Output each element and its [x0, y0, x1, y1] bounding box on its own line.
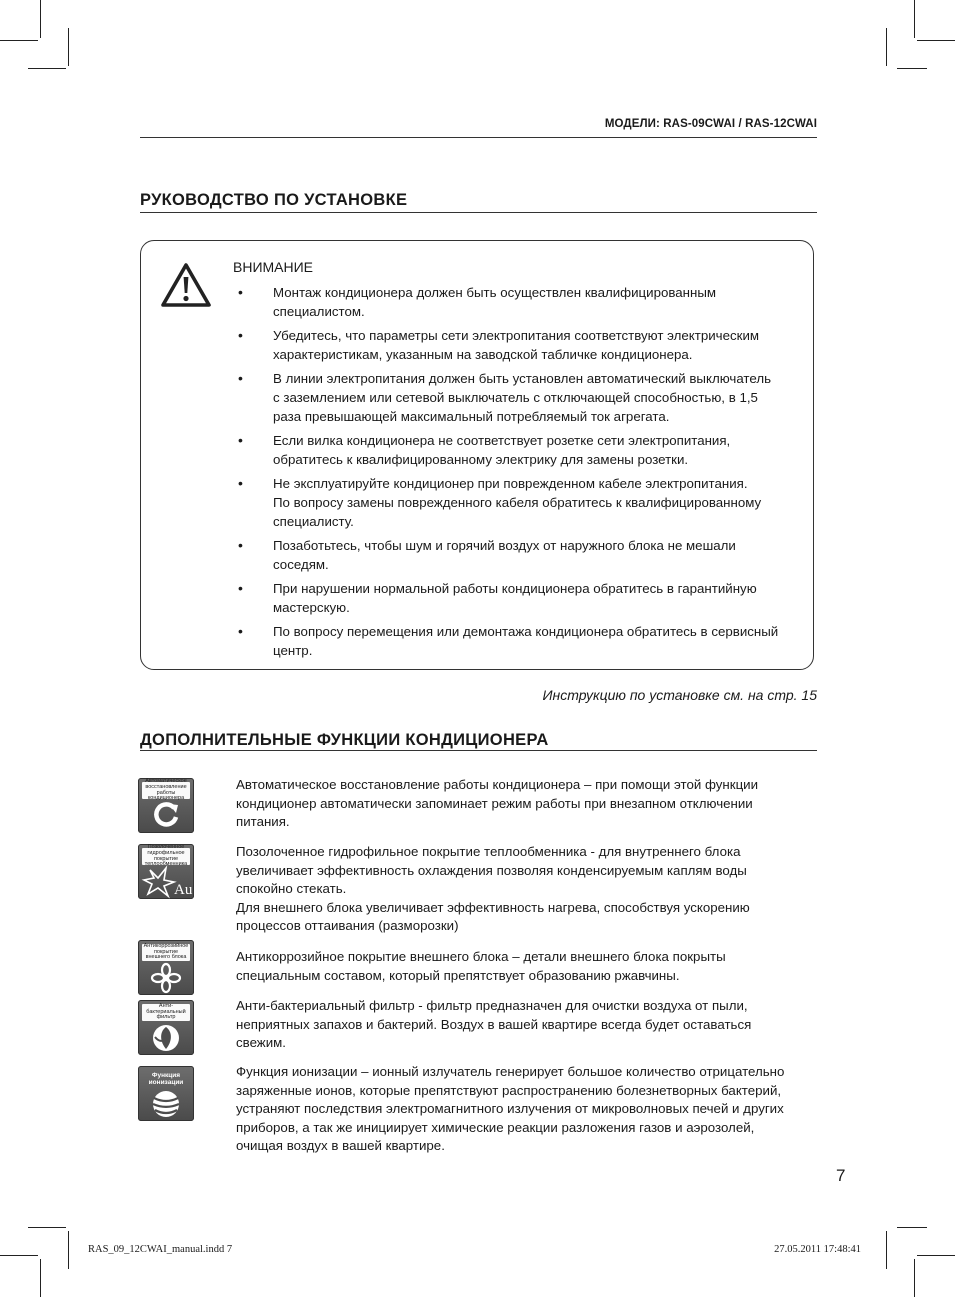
feature-text: Функция ионизации – ионный излучатель генерирует большое количество отрицательно заряженные ионов, которые препятствуют распространению болезнетворных бактерий, устраняют последствия электромагнитного излучения от микроволновых печей и других приборов, а так же инициирует химические реакции разложения газов и аэрозолей, очищая воздух в вашей квартире.: [236, 1064, 785, 1153]
icon-caption: Антикоррозийное покрытие внешнего блока: [143, 943, 189, 961]
warning-item: • В линии электропитания должен быть установлен автоматический выключатель с заземлением или сетевой выключатель с отключающей способностью, в 1,5 раза превышающей максимальный потребляемый ток агрегата.: [233, 369, 795, 426]
anticorrosion-icon: [138, 940, 194, 995]
icon-caption: Позолоченное гидрофильное покрытие теплообменника: [142, 848, 190, 865]
install-section-divider: [140, 212, 817, 213]
feature-text: Антикоррозийное покрытие внешнего блока – детали внешнего блока покрыты специальным составом, который препятствует образованию ржавчины.: [236, 949, 726, 983]
features-section-title: ДОПОЛНИТЕЛЬНЫЕ ФУНКЦИИ КОНДИЦИОНЕРА: [140, 731, 549, 749]
warning-list: [233, 283, 795, 665]
crop-mark: [40, 1259, 41, 1297]
icon-caption: Функция ионизации: [148, 1071, 184, 1086]
crop-mark: [28, 68, 66, 69]
warning-item: • Позаботьтесь, чтобы шум и горячий воздух от наружного блока не мешали соседям.: [233, 536, 795, 574]
warning-triangle-icon: [160, 262, 212, 308]
icon-caption: Анти-бактериальный фильтр: [142, 1004, 190, 1021]
model-header: МОДЕЛИ: RAS-09CWAI / RAS-12CWAI: [604, 118, 817, 130]
crop-mark: [886, 28, 887, 66]
footer-timestamp: 27.05.2011 17:48:41: [774, 1244, 861, 1255]
icon-caption: Автоматическое восстановление работы кондиционера: [142, 782, 190, 799]
features-section-divider: [140, 750, 817, 751]
warning-item: • При нарушении нормальной работы кондиционера обратитесь в гарантийную мастерскую.: [233, 579, 795, 617]
warning-heading: ВНИМАНИЕ: [233, 259, 314, 275]
ionizer-icon: [138, 1066, 194, 1121]
crop-mark: [917, 40, 955, 41]
auto-restart-icon: [138, 778, 194, 833]
warning-item: • Не эксплуатируйте кондиционер при поврежденном кабеле электропитания. По вопросу замены поврежденного кабеля обратитесь к квалифицированному специалисту.: [233, 474, 795, 531]
install-section-title: РУКОВОДСТВО ПО УСТАНОВКЕ: [140, 191, 408, 209]
crop-mark: [0, 1255, 38, 1256]
crop-mark: [897, 1227, 927, 1228]
crop-mark: [897, 68, 927, 69]
install-reference: Инструкцию по установке см. на стр. 15: [542, 687, 817, 703]
antibacterial-filter-icon: [138, 1000, 194, 1055]
page-number: 7: [836, 1166, 846, 1185]
crop-mark: [886, 1231, 887, 1269]
crop-mark: [28, 1227, 66, 1228]
warning-item: • Убедитесь, что параметры сети электропитания соответствуют электрическим характеристикам, указанным на заводской табличке кондиционера.: [233, 326, 795, 364]
crop-mark: [0, 40, 38, 41]
crop-mark: [40, 0, 41, 38]
warning-item: • По вопросу перемещения или демонтажа кондиционера обратитесь в сервисный центр.: [233, 622, 795, 660]
warning-item: • Монтаж кондиционера должен быть осуществлен квалифицированным специалистом.: [233, 283, 795, 321]
crop-mark: [68, 28, 69, 66]
crop-mark: [68, 1231, 69, 1269]
au-badge: Au: [174, 882, 193, 898]
footer-file-info: RAS_09_12CWAI_manual.indd 7: [88, 1244, 233, 1255]
crop-mark: [917, 1255, 955, 1256]
feature-text: Анти-бактериальный фильтр - фильтр предназначен для очистки воздуха от пыли, неприятных запахов и бактерий. Воздух в вашей квартире всегда будет оставаться свежим.: [236, 998, 752, 1050]
feature-text: Автоматическое восстановление работы кондиционера – при помощи этой функции кондиционер автоматически запоминает режим работы при внезапном отключении питания.: [236, 777, 759, 829]
crop-mark: [914, 0, 915, 38]
warning-item: • Если вилка кондиционера не соответствует розетке сети электропитания, обратитесь к квалифицированному электрику для замены розетки.: [233, 431, 795, 469]
feature-text: Позолоченное гидрофильное покрытие теплообменника - для внутреннего блока увеличивает эффективность охлаждения позволяя конденсируемым каплям воды спокойно стекать. Для внешнего блока увеличивает эффективность нагрева, способствуя ускорению процессов оттаивания (разморозки): [236, 844, 750, 933]
gold-coating-icon: [138, 844, 194, 899]
header-divider: [140, 137, 817, 138]
crop-mark: [914, 1259, 915, 1297]
